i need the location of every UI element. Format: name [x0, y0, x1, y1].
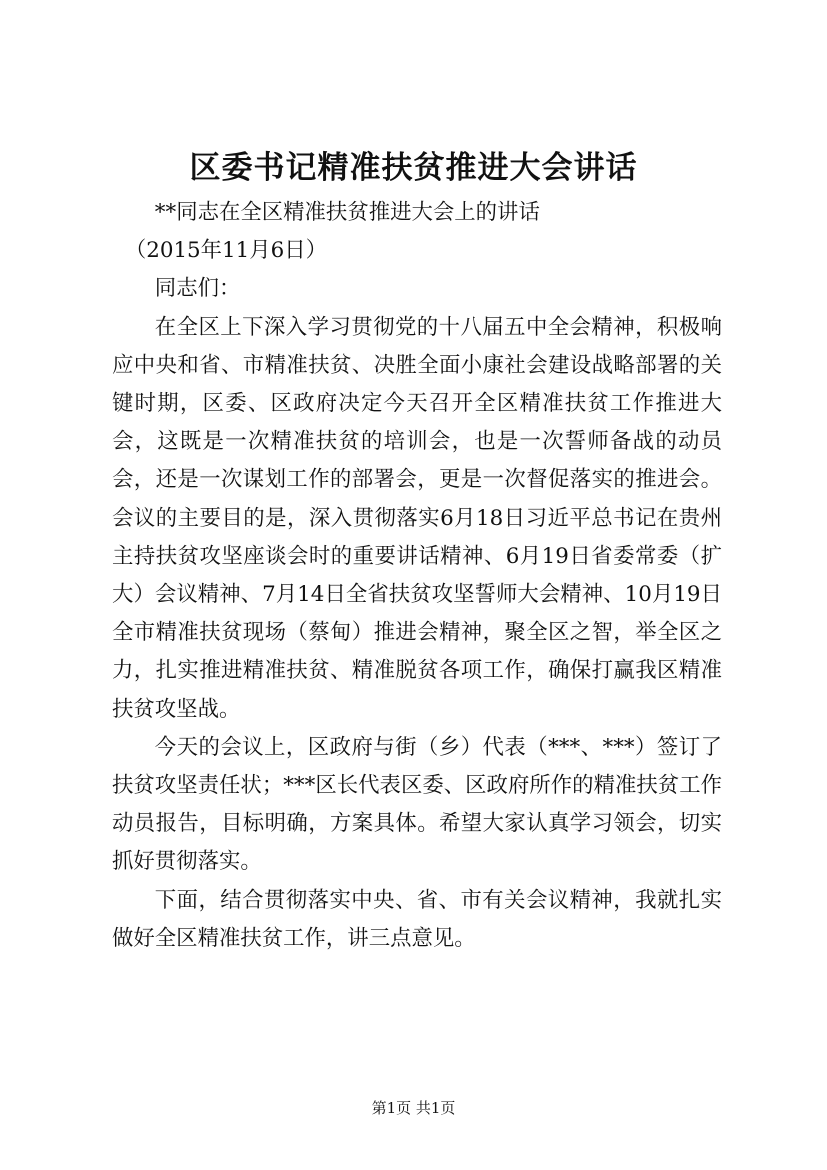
page-footer: 第1页 共1页 [371, 1099, 456, 1117]
salutation: 同志们： [154, 276, 241, 302]
document-body [112, 194, 722, 958]
paragraph-2: 今天的会议上，区政府与街（乡）代表（***、***）签订了扶贫攻坚责任状；***区长代表区委、区政府所作的精准扶贫工作动员报告，目标明确，方案具体。希望大家认真学习领会，切实抓好贯彻落实。 [112, 734, 722, 875]
speech-date: （2015年11月6日） [124, 238, 328, 264]
paragraph-3: 下面，结合贯彻落实中央、省、市有关会议精神，我就扎实做好全区精准扶贫工作，讲三点意见。 [112, 887, 722, 951]
document-title: 区委书记精准扶贫推进大会讲话 [189, 150, 638, 186]
paragraph-1: 在全区上下深入学习贯彻党的十八届五中全会精神，积极响应中央和省、市精准扶贫、决胜全面小康社会建设战略部署的关键时期，区委、区政府决定今天召开全区精准扶贫工作推进大会，这既是一次精准扶贫的培训会，也是一次誓师备战的动员会，还是一次谋划工作的部署会，更是一次督促落实的推进会。会议的主要目的是，深入贯彻落实6月18日习近平总书记在贵州主持扶贫攻坚座谈会时的重要讲话精神、6月19日省委常委（扩大）会议精神、7月14日全省扶贫攻坚誓师大会精神、10月19日全市精准扶贫现场（蔡甸）推进会精神，聚全区之智，举全区之力，扎实推进精准扶贫、精准脱贫各项工作，确保打赢我区精准扶贫攻坚战。 [112, 314, 722, 722]
speech-subtitle: **同志在全区精准扶贫推进大会上的讲话 [154, 200, 540, 225]
